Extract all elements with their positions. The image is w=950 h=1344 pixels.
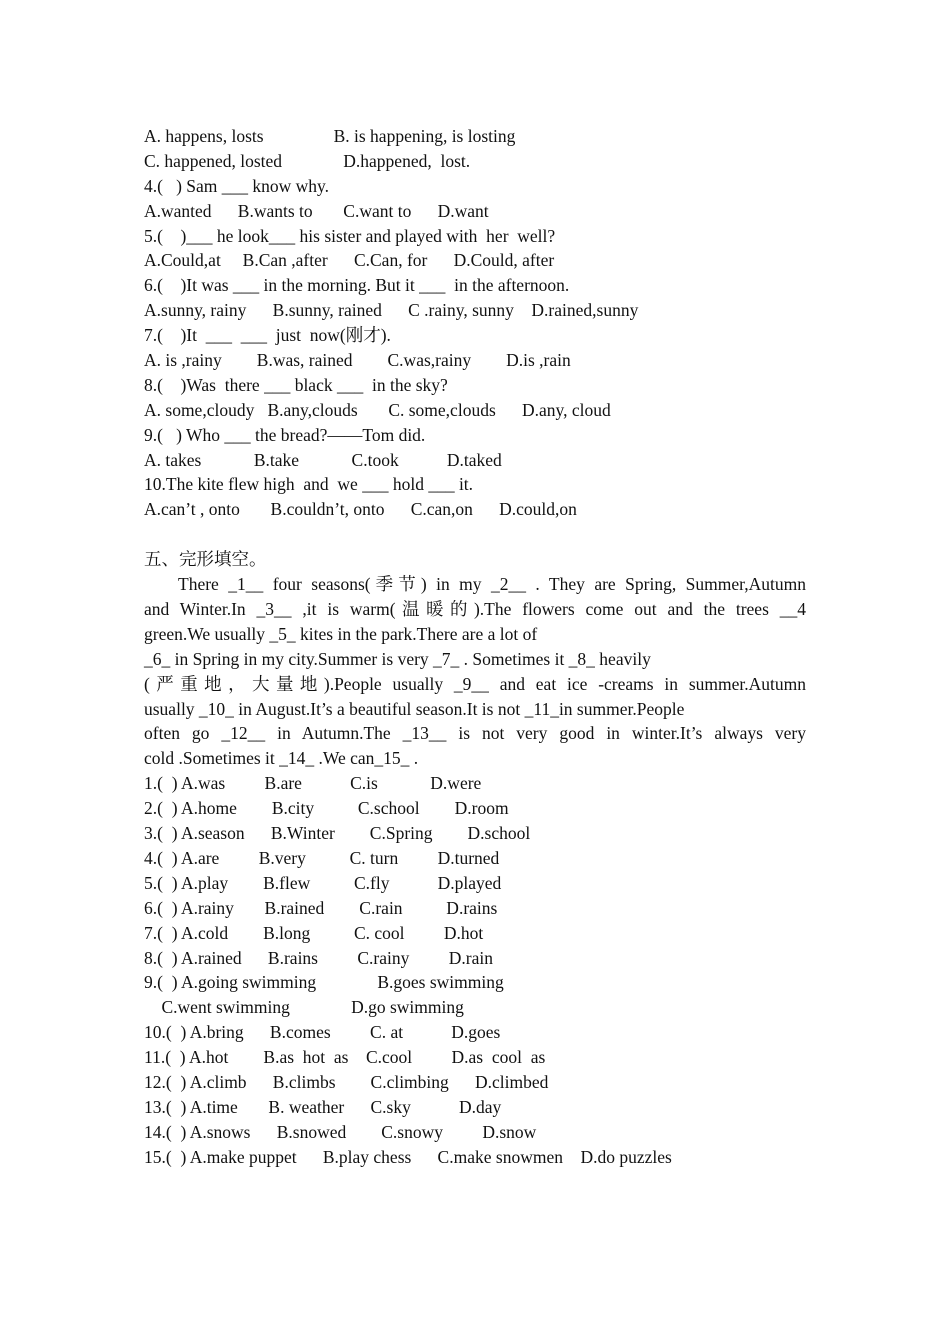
passage-line: There _1__ four seasons(季节) in my _2__ . They are Spring, Summer,Autumn	[178, 574, 806, 595]
option-line: 15.( ) A.make puppet B.play chess C.make snowmen D.do puzzles	[144, 1146, 672, 1167]
passage-line: cold .Sometimes it _14_ .We can_15_ .	[144, 748, 419, 769]
question-line: A.Could,at B.Can ,after C.Can, for D.Could, after	[144, 250, 555, 271]
option-line: 12.( ) A.climb B.climbs C.climbing D.climbed	[144, 1071, 549, 1092]
option-line: 5.( ) A.play B.flew C.fly D.played	[144, 872, 502, 893]
multiple-choice-block	[144, 124, 806, 522]
question-line: A. some,cloudy B.any,clouds C. some,clouds D.any, cloud	[144, 399, 611, 420]
passage-line: usually _10_ in August.It’s a beautiful season.It is not _11_in summer.People	[144, 698, 685, 719]
question-line: 7.( )It ___ ___ just now(刚才).	[144, 325, 391, 346]
question-line: A.wanted B.wants to C.want to D.want	[144, 200, 489, 221]
worksheet-page	[144, 124, 806, 1170]
question-line: 8.( )Was there ___ black ___ in the sky?	[144, 374, 448, 395]
question-line: 4.( ) Sam ___ know why.	[144, 175, 330, 196]
question-line: C. happened, losted D.happened, lost.	[144, 150, 471, 171]
section-title: 五、完形填空。	[144, 549, 267, 570]
option-line: 10.( ) A.bring B.comes C. at D.goes	[144, 1022, 501, 1043]
option-line: 7.( ) A.cold B.long C. cool D.hot	[144, 922, 484, 943]
option-line: 11.( ) A.hot B.as hot as C.cool D.as cool as	[144, 1047, 546, 1068]
option-line: 4.( ) A.are B.very C. turn D.turned	[144, 847, 500, 868]
option-line: C.went swimming D.go swimming	[144, 997, 464, 1018]
passage-line: and Winter.In _3__ ,it is warm(温暖的).The flowers come out and the trees __4	[144, 598, 806, 619]
question-line: A.can’t , onto B.couldn’t, onto C.can,on D.could,on	[144, 499, 577, 520]
option-line: 1.( ) A.was B.are C.is D.were	[144, 773, 482, 794]
question-line: A.sunny, rainy B.sunny, rained C .rainy, sunny D.rained,sunny	[144, 300, 639, 321]
passage-line: _6_ in Spring in my city.Summer is very _7_ . Sometimes it _8_ heavily	[144, 648, 651, 669]
option-line: 3.( ) A.season B.Winter C.Spring D.school	[144, 823, 531, 844]
question-line: 9.( ) Who ___ the bread?——Tom did.	[144, 424, 426, 445]
passage-line: often go _12__ in Autumn.The _13__ is not very good in winter.It’s always very	[144, 723, 806, 744]
cloze-options-block	[144, 771, 806, 1169]
question-line: A. takes B.take C.took D.taked	[144, 449, 502, 470]
option-line: 9.( ) A.going swimming B.goes swimming	[144, 972, 504, 993]
cloze-passage	[144, 572, 806, 771]
question-line: A. is ,rainy B.was, rained C.was,rainy D.is ,rain	[144, 350, 571, 371]
passage-line: (严重地，大量地).People usually _9__ and eat ice -creams in summer.Autumn	[144, 673, 806, 694]
passage-line: green.We usually _5_ kites in the park.There are a lot of	[144, 623, 538, 644]
option-line: 14.( ) A.snows B.snowed C.snowy D.snow	[144, 1121, 537, 1142]
question-line: 6.( )It was ___ in the morning. But it ___ in the afternoon.	[144, 275, 570, 296]
option-line: 8.( ) A.rained B.rains C.rainy D.rain	[144, 947, 493, 968]
option-line: 13.( ) A.time B. weather C.sky D.day	[144, 1096, 502, 1117]
spacer	[144, 522, 806, 547]
option-line: 2.( ) A.home B.city C.school D.room	[144, 798, 509, 819]
question-line: 5.( )___ he look___ his sister and played with her well?	[144, 225, 556, 246]
question-line: A. happens, losts B. is happening, is losting	[144, 126, 516, 146]
option-line: 6.( ) A.rainy B.rained C.rain D.rains	[144, 897, 498, 918]
question-line: 10.The kite flew high and we ___ hold ___ it.	[144, 474, 474, 495]
